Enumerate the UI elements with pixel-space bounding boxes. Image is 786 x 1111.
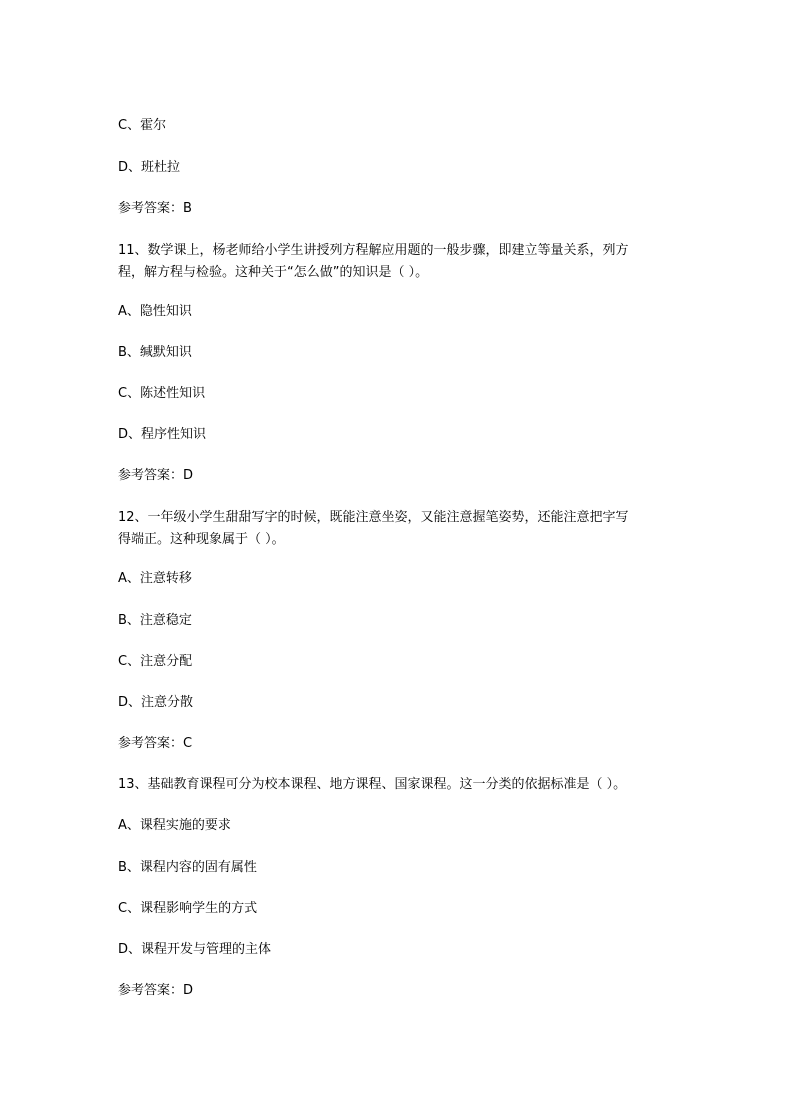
q13-option-b: B、课程内容的固有属性 bbox=[118, 860, 257, 875]
q12-option-b: B、注意稳定 bbox=[118, 613, 192, 628]
q12-option-d: D、注意分散 bbox=[118, 695, 194, 710]
q12-option-a: A、注意转移 bbox=[118, 571, 192, 586]
q11-text-line-2: 程，解方程与检验。这种关于“怎么做”的知识是（ ）。 bbox=[118, 265, 429, 280]
q13-option-d: D、课程开发与管理的主体 bbox=[118, 942, 272, 957]
q10-answer: 参考答案：B bbox=[118, 201, 192, 216]
q11-option-d: D、程序性知识 bbox=[118, 427, 207, 442]
q11-text-line-1: 11、数学课上，杨老师给小学生讲授列方程解应用题的一般步骤，即建立等量关系，列方 bbox=[118, 243, 629, 258]
q12-answer: 参考答案：C bbox=[118, 736, 193, 751]
q12-text-line-1: 12、一年级小学生甜甜写字的时候，既能注意坐姿，又能注意握笔姿势，还能注意把字写 bbox=[118, 510, 629, 525]
q13-option-a: A、课程实施的要求 bbox=[118, 818, 231, 833]
q11-option-c: C、陈述性知识 bbox=[118, 386, 206, 401]
q11-answer: 参考答案：D bbox=[118, 468, 194, 483]
q13-option-c: C、课程影响学生的方式 bbox=[118, 901, 258, 916]
q11-option-a: A、隐性知识 bbox=[118, 304, 192, 319]
q12-text-line-2: 得端正。这种现象属于（ ）。 bbox=[118, 532, 285, 547]
q10-option-d: D、班杜拉 bbox=[118, 160, 181, 175]
q10-option-c: C、霍尔 bbox=[118, 118, 167, 133]
q12-option-c: C、注意分配 bbox=[118, 654, 193, 669]
q13-answer: 参考答案：D bbox=[118, 983, 194, 998]
q13-text-line-1: 13、基础教育课程可分为校本课程、地方课程、国家课程。这一分类的依据标准是（ ）。 bbox=[118, 777, 627, 792]
q11-option-b: B、缄默知识 bbox=[118, 345, 192, 360]
